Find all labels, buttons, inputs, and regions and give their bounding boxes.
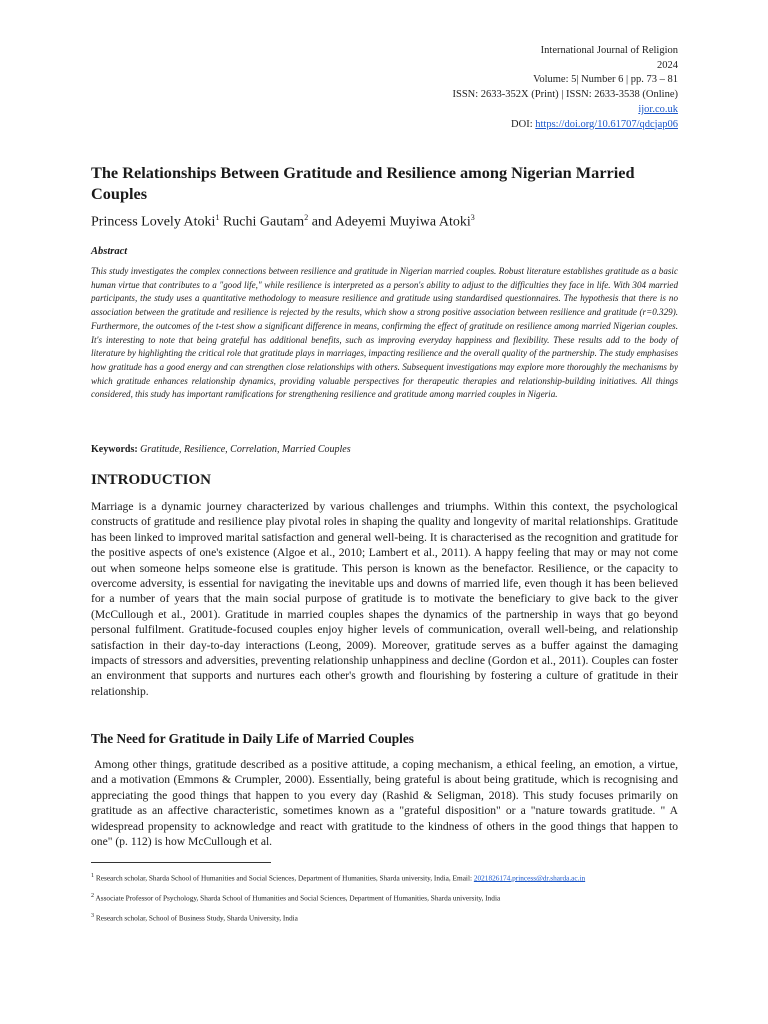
introduction-heading: INTRODUCTION [91,472,212,488]
doi-link[interactable]: https://doi.org/10.61707/qdcjap06 [535,118,678,130]
journal-issn: ISSN: 2633-352X (Print) | ISSN: 2633-3538 (Online) [452,89,678,101]
introduction-text: Marriage is a dynamic journey characterized by various challenges and triumphs. Within this context, the psychological constructs of gratitude and resilience play pivotal roles in shaping the quality and longevity of marital relationships. Gratitude has been linked to improved marital satisfaction and general well-being. It is characterised as the recognition and gratitude for the positive aspects of one's existence (Algoe et al., 2010; Lambert et al., 2011). A happy feeling that may or may not come out when someone helps someone else is gratitude. This person is known as the benefactor. Resilience, or the capacity to overcome adversity, is essential for navigating the inevitable ups and downs of married life, even though it has been believed for a number of years that the main social purpose of gratitude is to motivate the beneficiary to give back to the giver (McCullough et al., 2001). Gratitude in married couples shapes the dynamics of the partnership in ways that go beyond personal fulfilment. Gratitude-focused couples enjoy higher levels of communication, overall well-being, and relationship satisfaction in their day-to-day interactions (Leong, 2009). Moreover, gratitude serves as a buffer against the damaging impacts of stressors and adversities, preventing relationship unhappiness and decline (Gordon et al., 2011). Couples can foster an environment that supports and nurtures each other's growth and flourishing by fostering a culture of gratitude in their relationship. [91,500,678,698]
need-section-text: Among other things, gratitude described as a positive attitude, a coping mechanism, a ethical feeling, an emotion, a virtue, and a motivation (Emmons & Crumpler, 2000). Essentially, being grateful is about being gratitude, which is recognising and appreciating the good things that happen to you every day (Rashid & Seligman, 2018). This study focuses primarily on gratitude as an affective characteristic, sometimes known as a "grateful disposition" or a "nature towards gratitude. " A widespread propensity to acknowledge and react with gratitude to the kindness of others in the good things that happen to one" (p. 112) is how McCullough et al. [91,758,678,849]
author-list [91,209,681,232]
journal-year: 2024 [657,59,678,71]
journal-volume: Volume: 5| Number 6 | pp. 73 – 81 [533,74,678,86]
abstract-text: This study investigates the complex connections between resilience and gratitude in Nigerian married couples. Robust literature establishes gratitude as a basic human virtue that contributes to a "good life," while resilience is interpreted as a person's ability to adjust to the difficulties they face in life. With 304 married participants, the study uses a quantitative methodology to measure resilience and gratitude using standardised questionnaires. The hypothesis that there is no association between the gratitude and resilience is rejected by the results, which show a strong positive association between resilience and gratitude (r=0.329). Furthermore, the outcomes of the t-test show a significant difference in means, confirming the effect of gratitude on resilience among married Nigerian couples. It's interesting to note that being grateful has additional benefits, such as improving everyday happiness and flexibility. These results add to the body of literature by highlighting the critical role that gratitude plays in marriages, impacting resilience and the overall quality of the partnership. The study emphasises how gratitude has a good energy and can strengthen close relationships with others. Subsequent investigations may explore more thoroughly the mechanisms by which gratitude enhances relationship dynamics, providing valuable perspectives for therapeutic therapies and relationship-building initiatives. All things considered, this study has important ramifications for strengthening resilience and gratitude among married couples in Nigeria. [91,266,678,400]
journal-header [452,44,678,132]
author-1: Princess Lovely Atoki [91,214,216,230]
footnote-1-text: Research scholar, Sharda School of Humanities and Social Sciences, Department of Humanities, Sharda university, India, Email: [94,873,474,883]
journal-name: International Journal of Religion [540,45,678,56]
author-1-sup: 1 [215,213,220,222]
footnote-1-email-link[interactable]: 2021826174.princess@dr.sharda.ac.in [473,873,586,883]
footnote-3-sup: 3 [91,912,95,919]
need-section-heading: The Need for Gratitude in Daily Life of Married Couples [91,731,414,746]
keywords-line [91,444,678,455]
footnote-1 [91,871,678,884]
footnote-2 [91,891,678,904]
paper-title: The Relationships Between Gratitude and Resilience among Nigerian Married Couples [91,163,635,203]
journal-site-link[interactable]: ijor.co.uk [638,103,678,115]
author-2-sup: 2 [304,213,309,222]
footnote-1-sup: 1 [91,873,95,879]
doi-label: DOI: [511,118,533,130]
footnotes [91,871,678,931]
keywords-text: Gratitude, Resilience, Correlation, Married Couples [140,444,351,455]
abstract-label: Abstract [91,246,128,257]
footnote-3 [91,911,678,924]
author-3-sup: 3 [470,213,475,222]
author-2: Ruchi Gautam [219,214,305,230]
footnote-divider [91,862,271,863]
footnote-2-text: Associate Professor of Psychology, Sharda School of Humanities and Social Sciences, Department of Humanities, Sharda university, India [94,893,501,903]
footnote-2-sup: 2 [91,892,95,899]
doi-line [452,118,678,133]
keywords-label: Keywords: [91,444,138,455]
author-3: and Adeyemi Muyiwa Atoki [308,214,471,230]
footnote-3-text: Research scholar, School of Business Study, Sharda University, India [94,913,298,923]
